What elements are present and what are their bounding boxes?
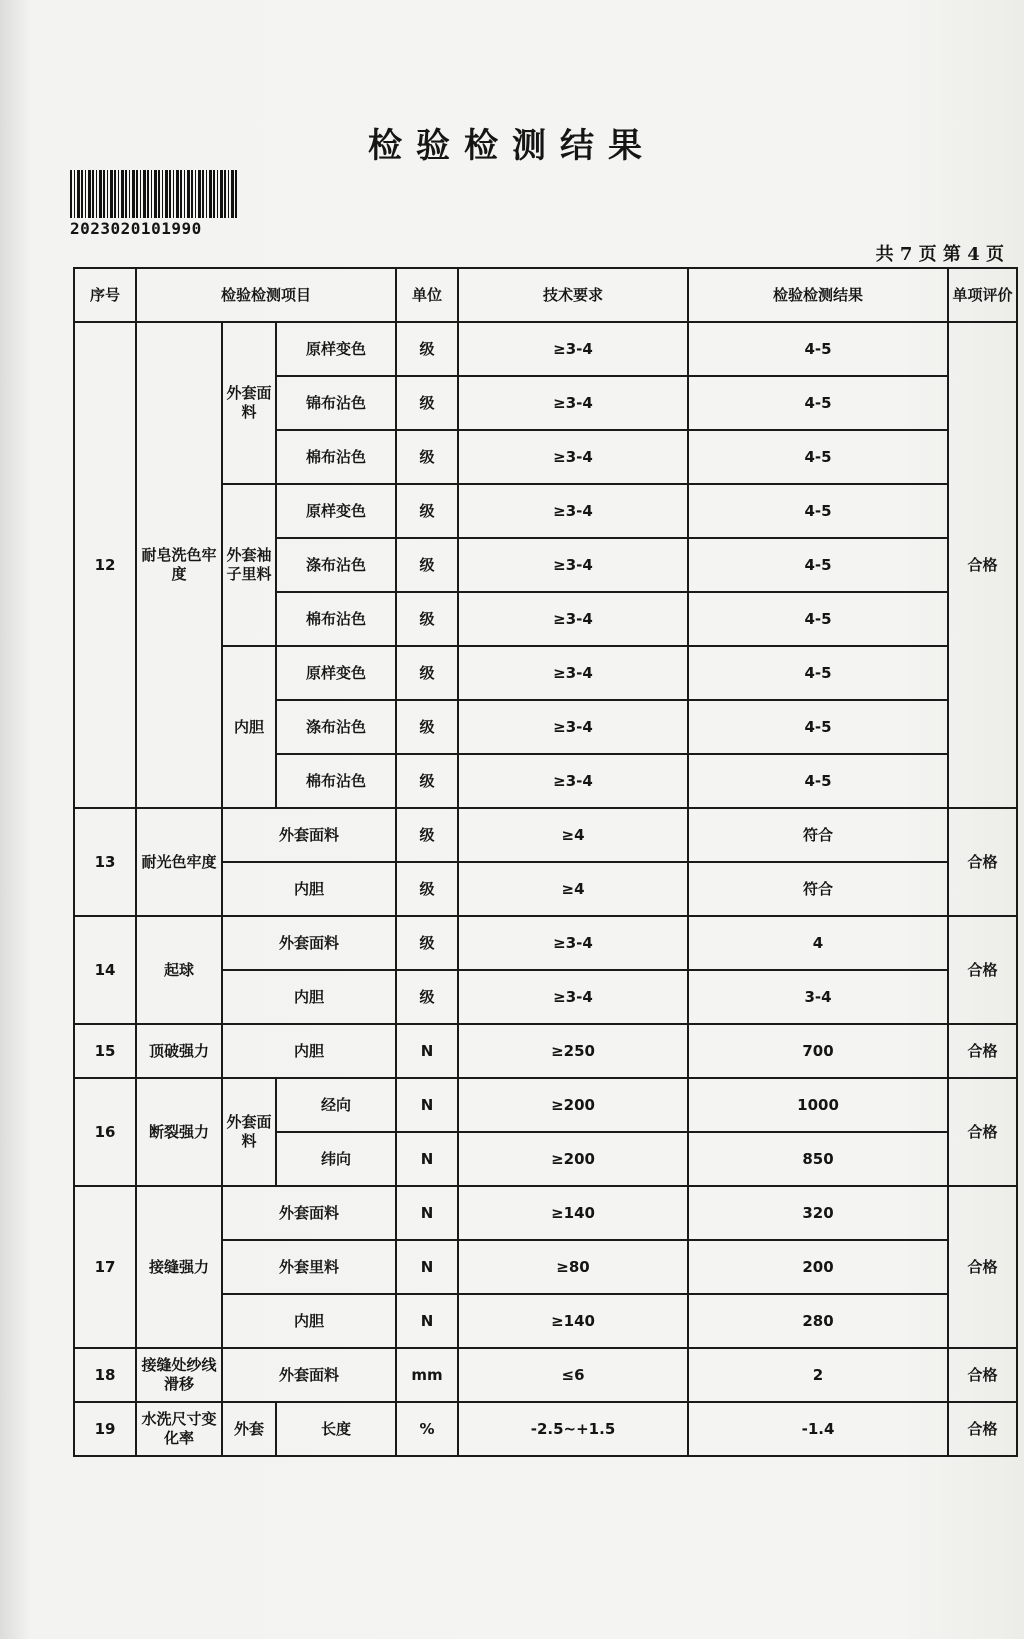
result-cell: 3-4 — [688, 970, 948, 1024]
table-row — [74, 1078, 1017, 1132]
header-item: 检验检测项目 — [136, 268, 396, 322]
sub-item-cell: 涤布沾色 — [276, 538, 396, 592]
sub-item-cell: 内胆 — [222, 862, 396, 916]
result-cell: 4-5 — [688, 376, 948, 430]
unit-cell: N — [396, 1240, 458, 1294]
unit-cell: 级 — [396, 970, 458, 1024]
item-cell: 顶破强力 — [136, 1024, 222, 1078]
requirement-cell: ≥250 — [458, 1024, 688, 1078]
unit-cell: 级 — [396, 700, 458, 754]
requirement-cell: -2.5~+1.5 — [458, 1402, 688, 1456]
result-cell: -1.4 — [688, 1402, 948, 1456]
unit-cell: 级 — [396, 754, 458, 808]
sub-item-cell: 经向 — [276, 1078, 396, 1132]
item-cell: 起球 — [136, 916, 222, 1024]
seq-cell: 17 — [74, 1186, 136, 1348]
table-row — [74, 1348, 1017, 1402]
header-unit: 单位 — [396, 268, 458, 322]
unit-cell: 级 — [396, 322, 458, 376]
seq-cell: 14 — [74, 916, 136, 1024]
table-row — [74, 916, 1017, 970]
sub-item-cell: 内胆 — [222, 1024, 396, 1078]
evaluation-cell: 合格 — [948, 1024, 1017, 1078]
seq-cell: 16 — [74, 1078, 136, 1186]
item-cell: 耐皂洗色牢度 — [136, 322, 222, 808]
seq-cell: 12 — [74, 322, 136, 808]
seq-cell: 18 — [74, 1348, 136, 1402]
requirement-cell: ≥3-4 — [458, 322, 688, 376]
sub-item-cell: 原样变色 — [276, 484, 396, 538]
result-cell: 200 — [688, 1240, 948, 1294]
requirement-cell: ≥4 — [458, 862, 688, 916]
unit-cell: 级 — [396, 484, 458, 538]
unit-cell: N — [396, 1132, 458, 1186]
requirement-cell: ≥3-4 — [458, 700, 688, 754]
result-cell: 4-5 — [688, 592, 948, 646]
results-table — [73, 267, 1018, 1457]
sub-item-cell: 原样变色 — [276, 646, 396, 700]
unit-cell: N — [396, 1024, 458, 1078]
item-cell: 断裂强力 — [136, 1078, 222, 1186]
requirement-cell: ≥140 — [458, 1294, 688, 1348]
group-cell: 外套袖子里料 — [222, 484, 276, 646]
sub-item-cell: 纬向 — [276, 1132, 396, 1186]
group-cell: 外套面料 — [222, 1078, 276, 1186]
requirement-cell: ≥80 — [458, 1240, 688, 1294]
result-cell: 4 — [688, 916, 948, 970]
item-cell: 接缝强力 — [136, 1186, 222, 1348]
header-evaluation: 单项评价 — [948, 268, 1017, 322]
sub-item-cell: 内胆 — [222, 970, 396, 1024]
table-row — [74, 1024, 1017, 1078]
sub-item-cell: 外套面料 — [222, 1186, 396, 1240]
unit-cell: 级 — [396, 862, 458, 916]
requirement-cell: ≥3-4 — [458, 754, 688, 808]
sub-item-cell: 锦布沾色 — [276, 376, 396, 430]
sub-item-cell: 外套面料 — [222, 916, 396, 970]
requirement-cell: ≥3-4 — [458, 646, 688, 700]
evaluation-cell: 合格 — [948, 1186, 1017, 1348]
unit-cell: 级 — [396, 376, 458, 430]
unit-cell: 级 — [396, 646, 458, 700]
requirement-cell: ≥3-4 — [458, 484, 688, 538]
unit-cell: 级 — [396, 916, 458, 970]
sub-item-cell: 长度 — [276, 1402, 396, 1456]
result-cell: 符合 — [688, 808, 948, 862]
unit-cell: 级 — [396, 430, 458, 484]
requirement-cell: ≥3-4 — [458, 916, 688, 970]
group-cell: 外套 — [222, 1402, 276, 1456]
requirement-cell: ≥3-4 — [458, 430, 688, 484]
group-cell: 内胆 — [222, 646, 276, 808]
result-cell: 850 — [688, 1132, 948, 1186]
result-cell: 2 — [688, 1348, 948, 1402]
evaluation-cell: 合格 — [948, 916, 1017, 1024]
sub-item-cell: 棉布沾色 — [276, 430, 396, 484]
evaluation-cell: 合格 — [948, 1402, 1017, 1456]
evaluation-cell: 合格 — [948, 1078, 1017, 1186]
result-cell: 320 — [688, 1186, 948, 1240]
result-cell: 4-5 — [688, 484, 948, 538]
result-cell: 4-5 — [688, 754, 948, 808]
seq-cell: 19 — [74, 1402, 136, 1456]
table-row — [74, 1402, 1017, 1456]
unit-cell: % — [396, 1402, 458, 1456]
sub-item-cell: 外套面料 — [222, 1348, 396, 1402]
unit-cell: N — [396, 1078, 458, 1132]
evaluation-cell: 合格 — [948, 322, 1017, 808]
result-cell: 700 — [688, 1024, 948, 1078]
group-cell: 外套面料 — [222, 322, 276, 484]
item-cell: 接缝处纱线滑移 — [136, 1348, 222, 1402]
barcode-number: 2023020101990 — [70, 219, 202, 238]
sub-item-cell: 外套面料 — [222, 808, 396, 862]
sub-item-cell: 原样变色 — [276, 322, 396, 376]
result-cell: 4-5 — [688, 430, 948, 484]
requirement-cell: ≥3-4 — [458, 592, 688, 646]
header-seq: 序号 — [74, 268, 136, 322]
unit-cell: 级 — [396, 592, 458, 646]
barcode-image — [70, 170, 238, 218]
header-row — [74, 268, 1017, 322]
header-result: 检验检测结果 — [688, 268, 948, 322]
seq-cell: 13 — [74, 808, 136, 916]
item-cell: 水洗尺寸变化率 — [136, 1402, 222, 1456]
unit-cell: N — [396, 1186, 458, 1240]
unit-cell: N — [396, 1294, 458, 1348]
sub-item-cell: 外套里料 — [222, 1240, 396, 1294]
requirement-cell: ≤6 — [458, 1348, 688, 1402]
requirement-cell: ≥3-4 — [458, 538, 688, 592]
item-cell: 耐光色牢度 — [136, 808, 222, 916]
requirement-cell: ≥3-4 — [458, 376, 688, 430]
result-cell: 4-5 — [688, 538, 948, 592]
requirement-cell: ≥4 — [458, 808, 688, 862]
table-row — [74, 808, 1017, 862]
sub-item-cell: 棉布沾色 — [276, 754, 396, 808]
table-row — [74, 1186, 1017, 1240]
seq-cell: 15 — [74, 1024, 136, 1078]
sub-item-cell: 内胆 — [222, 1294, 396, 1348]
requirement-cell: ≥3-4 — [458, 970, 688, 1024]
result-cell: 符合 — [688, 862, 948, 916]
requirement-cell: ≥200 — [458, 1132, 688, 1186]
header-requirement: 技术要求 — [458, 268, 688, 322]
sub-item-cell: 涤布沾色 — [276, 700, 396, 754]
result-cell: 1000 — [688, 1078, 948, 1132]
result-cell: 4-5 — [688, 322, 948, 376]
result-cell: 4-5 — [688, 700, 948, 754]
requirement-cell: ≥140 — [458, 1186, 688, 1240]
requirement-cell: ≥200 — [458, 1078, 688, 1132]
table-row — [74, 322, 1017, 376]
evaluation-cell: 合格 — [948, 1348, 1017, 1402]
sub-item-cell: 棉布沾色 — [276, 592, 396, 646]
result-cell: 4-5 — [688, 646, 948, 700]
unit-cell: mm — [396, 1348, 458, 1402]
unit-cell: 级 — [396, 538, 458, 592]
unit-cell: 级 — [396, 808, 458, 862]
page-info: 共 7 页 第 4 页 — [875, 244, 1004, 265]
report-title: 检验检测结果 — [368, 126, 656, 166]
result-cell: 280 — [688, 1294, 948, 1348]
evaluation-cell: 合格 — [948, 808, 1017, 916]
